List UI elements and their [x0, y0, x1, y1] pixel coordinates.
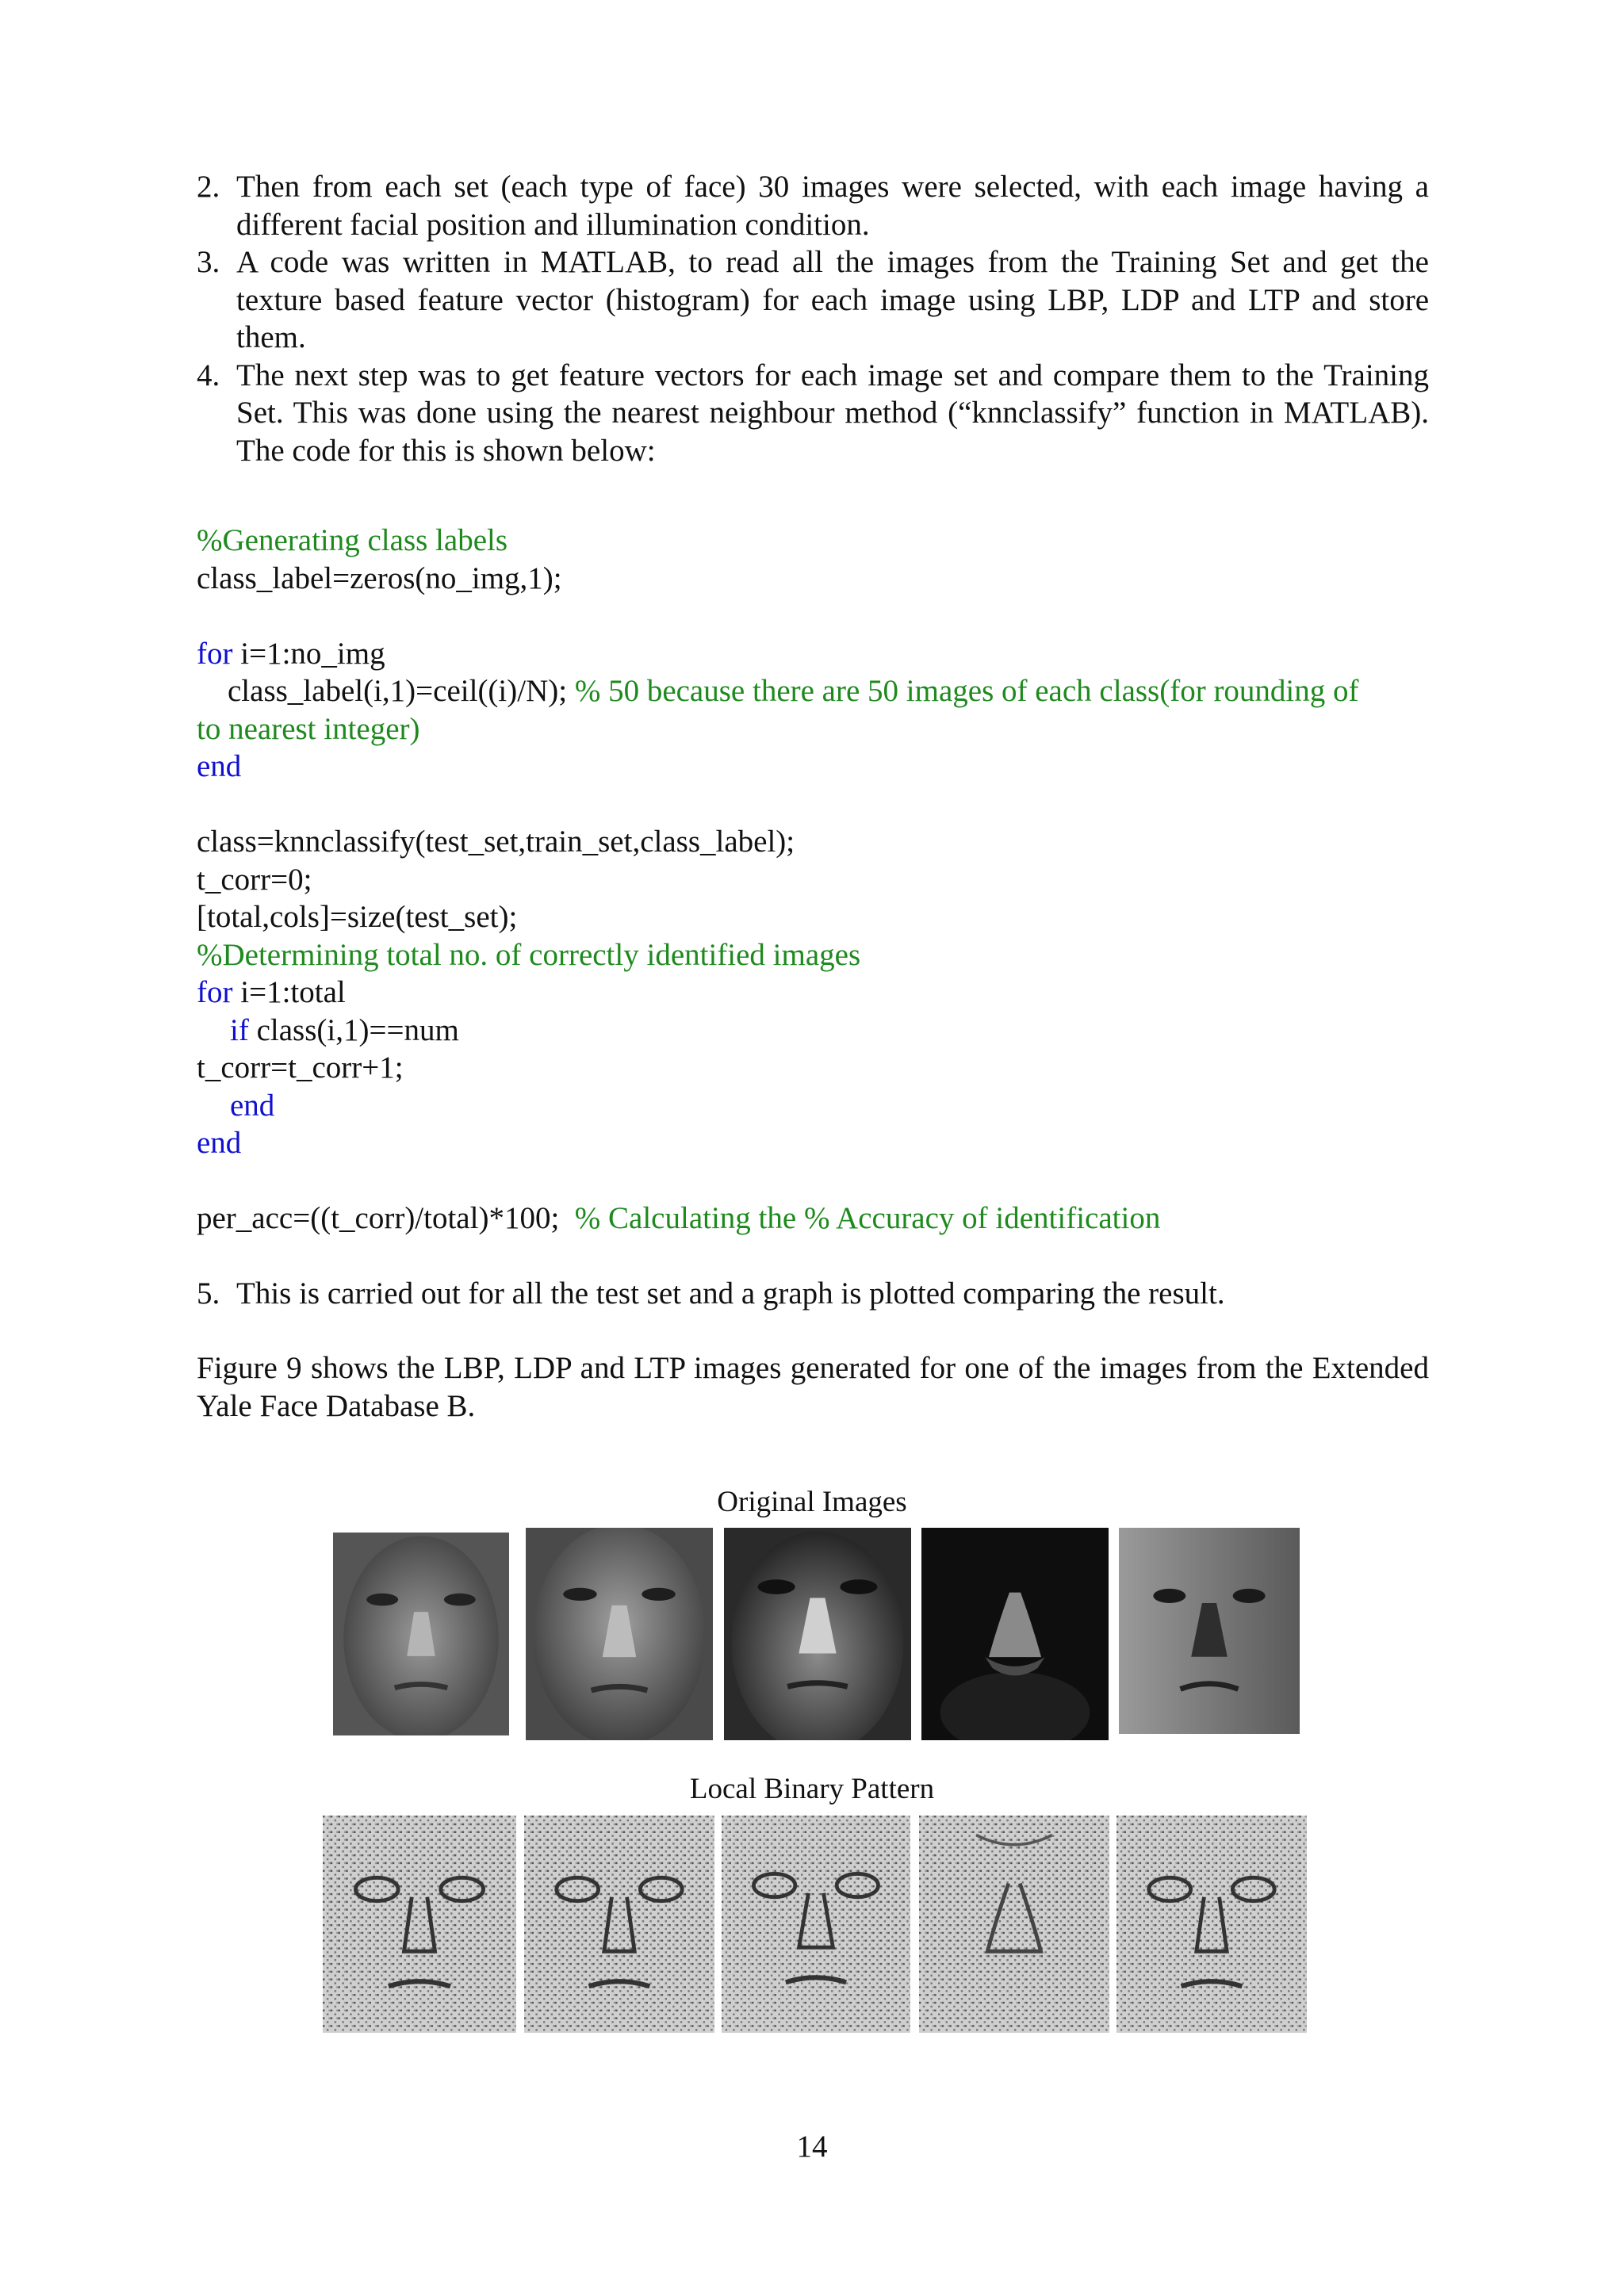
code-line: t_corr=0;	[197, 862, 312, 897]
list-number: 5.	[197, 1276, 220, 1311]
list-number: 4.	[197, 358, 220, 392]
lbp-face-image	[919, 1816, 1109, 2033]
code-text: per_acc=((t_corr)/total)*100;	[197, 1201, 575, 1235]
code-comment: % Calculating the % Accuracy of identification	[574, 1201, 1161, 1235]
code-blank-line	[197, 1162, 1429, 1200]
code-line: class_label=zeros(no_img,1);	[197, 561, 562, 595]
code-comment: % 50 because there are 50 images of each class(for rounding of	[574, 674, 1359, 708]
page-content	[197, 168, 1429, 1425]
code-line: class=knnclassify(test_set,train_set,class_label);	[197, 825, 795, 859]
original-face-image	[1119, 1528, 1300, 1734]
code-comment: %Determining total no. of correctly identified images	[197, 937, 861, 972]
code-keyword: if	[230, 1012, 249, 1047]
code-keyword: end	[230, 1088, 275, 1123]
code-line	[197, 672, 1429, 710]
numbered-list	[197, 168, 1429, 469]
list-text: The next step was to get feature vectors for each image set and compare them to the Training Set. This was done using the nearest neighbour method (“knnclassify” function in MATLAB). The code for this is shown below:	[236, 358, 1429, 468]
code-keyword: for	[197, 636, 233, 671]
lbp-face-image	[524, 1816, 714, 2033]
code-keyword: end	[197, 749, 242, 783]
list-item	[197, 357, 1429, 470]
code-comment: to nearest integer)	[197, 711, 420, 746]
code-keyword: end	[197, 1126, 242, 1160]
lbp-face-image	[1116, 1816, 1307, 2033]
code-line: t_corr=t_corr+1;	[197, 1050, 404, 1085]
code-blank-line	[197, 597, 1429, 635]
list-number: 2.	[197, 170, 220, 204]
list-text: A code was written in MATLAB, to read all the images from the Training Set and get the texture based feature vector (histogram) for each image using LBP, LDP and LTP and store them.	[236, 245, 1429, 354]
lbp-face-image	[722, 1816, 910, 2033]
figure-intro-paragraph: Figure 9 shows the LBP, LDP and LTP images generated for one of the images from the Extended Yale Face Database B.	[197, 1351, 1429, 1423]
list-text: This is carried out for all the test set and a graph is plotted comparing the result.	[236, 1276, 1225, 1311]
original-face-image	[333, 1533, 509, 1735]
code-text: i=1:total	[232, 975, 346, 1009]
code-keyword: for	[197, 975, 233, 1009]
code-text: i=1:no_img	[232, 636, 385, 671]
list-number: 3.	[197, 245, 220, 279]
list-item	[197, 168, 1429, 243]
original-face-image	[526, 1528, 713, 1740]
list-item	[197, 243, 1429, 357]
original-face-image	[921, 1528, 1109, 1740]
page-number: 14	[796, 2130, 828, 2164]
figure	[0, 1483, 1624, 2038]
code-line	[197, 1012, 1429, 1050]
step-five	[197, 1275, 1429, 1313]
code-blank-line	[197, 786, 1429, 824]
code-line	[197, 1200, 1429, 1238]
lbp-face-image	[323, 1816, 516, 2033]
code-text: class(i,1)==num	[248, 1012, 459, 1047]
code-line	[197, 974, 1429, 1012]
code-line: [total,cols]=size(test_set);	[197, 900, 518, 934]
code-line	[197, 635, 1429, 673]
code-comment: %Generating class labels	[197, 523, 508, 557]
original-face-image	[724, 1528, 911, 1740]
code-block	[197, 522, 1429, 1238]
figure-row-title: Original Images	[717, 1486, 907, 1518]
figure-row-title: Local Binary Pattern	[689, 1773, 935, 1805]
code-text: class_label(i,1)=ceil((i)/N);	[197, 674, 575, 708]
list-text: Then from each set (each type of face) 30 images were selected, with each image having a different facial position and illumination condition.	[236, 170, 1429, 242]
